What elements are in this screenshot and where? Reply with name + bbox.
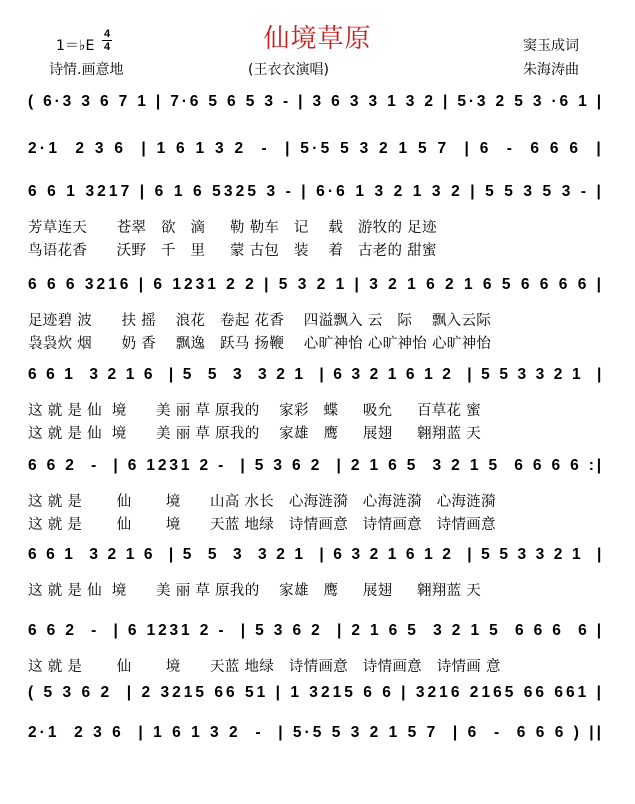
lyric-line: 芳草连天 苍翠 欲 滴 勒 勒车 记 载 游牧的 足迹 — [28, 220, 437, 236]
lyric-line: 这 就 是 仙 境 山高 水长 心海涟漪 心海涟漪 心海涟漪 — [28, 494, 496, 510]
notation-text: 6 6 6 3216 | 6 1231 2 2 | 5 3 2 1 | 3 2 1 6 2 1 6 5 6 6 6 6 | — [28, 276, 604, 293]
time-signature-bottom: 4 — [103, 41, 111, 53]
notation-line — [28, 276, 604, 302]
lyricist-credit: 窦玉成词 — [523, 38, 579, 54]
composer-credit: 朱海涛曲 — [523, 62, 579, 78]
time-signature-top: 4 — [103, 28, 111, 40]
notation-text: 6 6 1 3 2 1 6 | 5 5 3 3 2 1 | 6 3 2 1 6 1 2 | 5 5 3 3 2 1 | — [28, 546, 604, 563]
lyric-line: 这 就 是 仙 境 天蓝 地绿 诗情画意 诗情画意 诗情画意 — [28, 517, 496, 533]
lyric-line: 袅袅炊 烟 奶 香 飘逸 跃马 扬鞭 心旷神怡 心旷神怡 心旷神怡 — [28, 336, 492, 352]
key-signature: 1＝♭E — [56, 38, 95, 54]
notation-line — [28, 140, 604, 166]
lyric-line: 鸟语花香 沃野 千 里 蒙 古包 装 着 古老的 甜蜜 — [28, 243, 437, 259]
notation-line — [28, 622, 604, 648]
notation-text: 2·1 2 3 6 | 1 6 1 3 2 - | 5·5 5 3 2 1 5 7 | 6 - 6 6 6 | — [28, 140, 604, 157]
song-title: 仙境草原 — [263, 24, 372, 54]
notation-text: 2·1 2 3 6 | 1 6 1 3 2 - | 5·5 5 3 2 1 5 7 | 6 - 6 6 6 ) || — [28, 724, 604, 741]
lyric-line: 这 就 是 仙 境 美 丽 草 原我的 家彩 蝶 吸允 百草花 蜜 — [28, 403, 482, 419]
notation-line — [28, 546, 604, 572]
notation-line — [28, 457, 604, 483]
notation-text: 6 6 2 - | 6 1231 2 - | 5 3 6 2 | 2 1 6 5 3 2 1 5 6 6 6 6 | — [28, 622, 604, 639]
lyric-line: 这 就 是 仙 境 天蓝 地绿 诗情画意 诗情画意 诗情画 意 — [28, 659, 501, 675]
notation-text: 6 6 2 - | 6 1231 2 - | 5 3 6 2 | 2 1 6 5 3 2 1 5 6 6 6 6 :| — [28, 457, 604, 474]
lyric-line: 足迹碧 波 扶 摇 浪花 卷起 花香 四溢飘入 云 际 飘入云际 — [28, 313, 492, 329]
notation-line — [28, 366, 604, 392]
lyric-line: 这 就 是 仙 境 美 丽 草 原我的 家雄 鹰 展翅 翱翔蓝 天 — [28, 426, 482, 442]
lyric-line: 这 就 是 仙 境 美 丽 草 原我的 家雄 鹰 展翅 翱翔蓝 天 — [28, 583, 482, 599]
notation-line — [28, 183, 604, 209]
notation-text: 6 6 1 3217 | 6 1 6 5325 3 - | 6·6 1 3 2 1 3 2 | 5 5 3 5 3 - | — [28, 183, 604, 200]
notation-line — [28, 724, 604, 750]
notation-text: ( 5 3 6 2 | 2 3215 66 51 | 1 3215 6 6 | 3216 2165 66 661 | — [28, 684, 604, 701]
notation-line — [28, 684, 604, 710]
notation-text: 6 6 1 3 2 1 6 | 5 5 3 3 2 1 | 6 3 2 1 6 1 2 | 5 5 3 3 2 1 | — [28, 366, 604, 383]
expression-marking: 诗情.画意地 — [49, 62, 124, 78]
time-signature — [102, 29, 112, 52]
performer-credit: (王衣衣演唱) — [248, 62, 329, 78]
notation-line — [28, 93, 604, 119]
notation-text: ( 6·3 3 6 7 1 | 7·6 5 6 5 3 - | 3 6 3 3 1 3 2 | 5·3 2 5 3 ·6 1 | — [28, 93, 604, 110]
